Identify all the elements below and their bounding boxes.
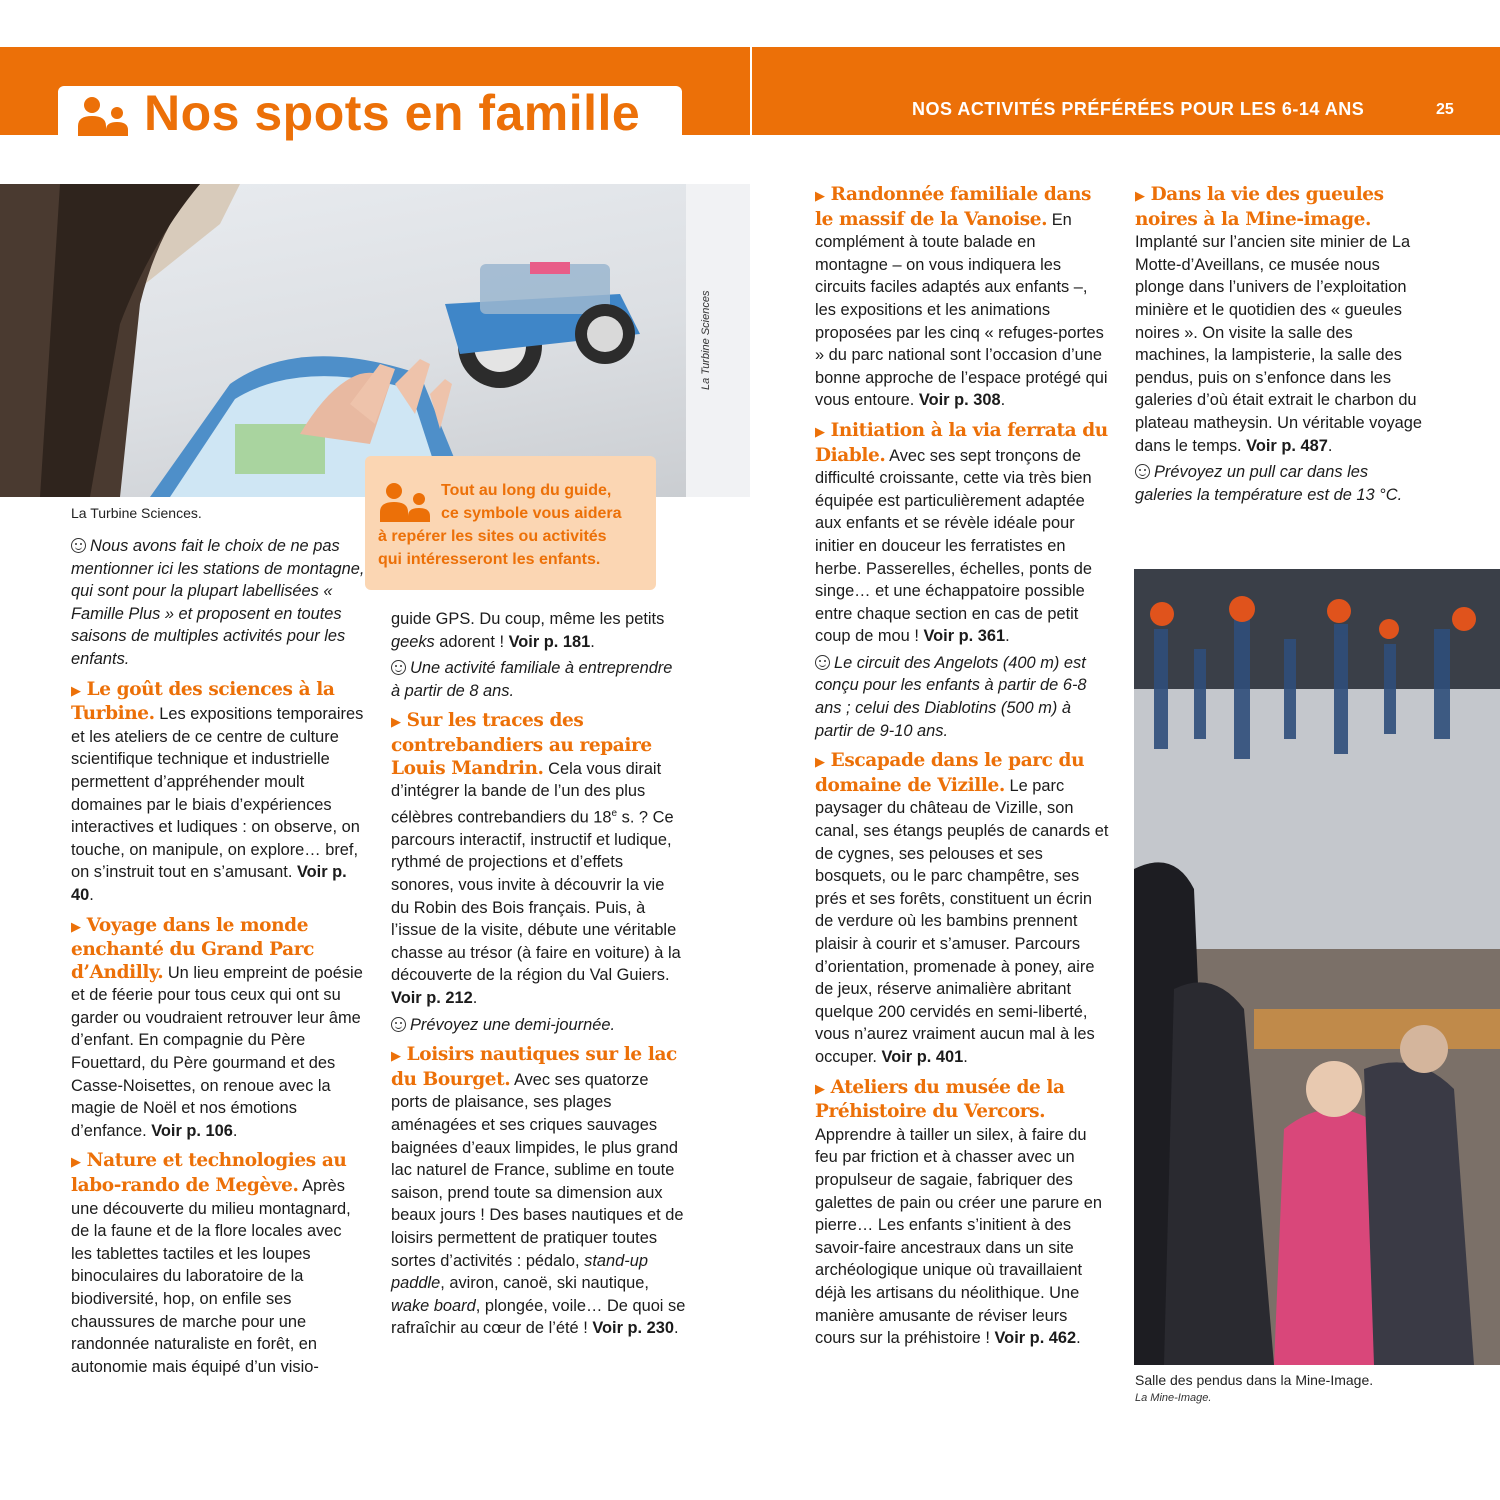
section-via-ferrata: ▶ Initiation à la via ferrata du Diable. Avec ses sept tronçons de difficulté croissante, cette via très bien équipée est particulièrement adaptée aux enfants et se révèle idéale pour initier en douceur les ferratistes en herbe. Passerelles, échelles, ponts de singe… et une échappatoire possible entre chaque section en cas de petit coup de mou ! Voir p. 361. — [815, 419, 1108, 646]
section-vizille: ▶ Escapade dans le parc du domaine de Vizille. Le parc paysager du château de Vizille, son canal, ses étangs peuplés de canards et de cygnes, ses pelouses et ses bosquets, ou le parc champêtre, ses prés et ses forêts, constituent un écrin de verdure où les bambins prennent plaisir à courir et s’amuser. Parcours d’orientation, promenade à poney, aire de jeux, réserve animalière abritant quelque 200 cervidés en semi-liberté, vous n’aurez vraiment aucun mal à les occuper. Voir p. 401. — [815, 750, 1109, 1066]
triangle-bullet-icon: ▶ — [71, 919, 81, 935]
page-reference: Voir p. 401 — [881, 1047, 964, 1066]
section-turbine: ▶ Le goût des sciences à la Turbine. Les expositions temporaires et les ateliers de ce centre de culture scientifique technique et industrielle permettent d’appréhender moult domaines par le biais d’expériences interactives et ludiques : on observe, on touche, on manipule, on explore… bref, on s’instruit tout en s’amusant. Voir p. 40. — [71, 678, 364, 904]
triangle-bullet-icon: ▶ — [815, 1081, 825, 1097]
page-number: 25 — [1436, 101, 1454, 118]
tip-note: Prévoyez une demi-journée. — [391, 1014, 686, 1037]
page-reference: Voir p. 230 — [592, 1319, 675, 1338]
family-icon — [78, 96, 132, 136]
column-2 — [391, 608, 686, 1348]
section-bourget: ▶ Loisirs nautiques sur le lac du Bourget. Avec ses quatorze ports de plaisance, ses plages aménagées et ses criques sauvages baignées d’eaux limpides, le plus grand lac naturel de France, sublime en toute saison, prend toute sa dimension aux beaux jours ! Des bases nautiques et de loisirs permettent de pratiquer toutes sortes d’activités : pédalo, stand-up paddle, aviron, canoë, ski nautique, wake board, plongée, voile… De quoi se rafraîchir au cœur de l’été ! Voir p. 230. — [391, 1044, 686, 1338]
callout-line: ce symbole vous aidera — [441, 505, 622, 522]
page-title: Nos spots en famille — [144, 85, 641, 141]
column-3 — [815, 184, 1111, 1358]
running-head: NOS ACTIVITÉS PRÉFÉRÉES POUR LES 6-14 ANS — [912, 99, 1365, 119]
page-reference: Voir p. 361 — [923, 627, 1006, 646]
triangle-bullet-icon: ▶ — [71, 1155, 81, 1171]
section-andilly: ▶ Voyage dans le monde enchanté du Grand Parc d’Andilly. Un lieu empreint de poésie et de féerie pour tous ceux qui ont su garder ou voudraient retrouver leur âme d’enfant. En compagnie du Père Fouettard, du Père gourmand et des Casse-Noisettes, on renoue avec la magie de Noël et nos émotions d’enfance. Voir p. 106. — [71, 914, 363, 1140]
section-mine-image: ▶ Dans la vie des gueules noires à la Mine-image. Implanté sur l’ancien site minier de La Motte-d’Aveillans, ce musée nous plonge dans l’univers de l’exploitation minière et le quotidien des « gueules noires ». On visite la salle des machines, la lampisterie, la salle des pendus, puis on s’enfonce dans les galeries d’où était extrait le charbon du plateau matheysin. Un véritable voyage dans le temps. Voir p. 487. — [1135, 184, 1423, 455]
smiley-tip-icon — [391, 660, 406, 675]
mine-hall-illustration — [1134, 569, 1500, 1365]
triangle-bullet-icon: ▶ — [391, 715, 401, 731]
triangle-bullet-icon: ▶ — [1135, 189, 1145, 204]
page-reference: Voir p. 106 — [151, 1121, 233, 1140]
triangle-bullet-icon: ▶ — [815, 424, 825, 440]
callout-line: qui intéresseront les enfants. — [378, 551, 601, 568]
smiley-tip-icon — [391, 1017, 406, 1032]
callout-line: à repérer les sites ou activités — [378, 528, 607, 545]
section-vercors: ▶ Ateliers du musée de la Préhistoire du Vercors. Apprendre à tailler un silex, à faire du feu par friction et à chasser avec un propulseur de sagaie, fabriquer des galettes de pain ou créer une parure en pierre… Les enfants s’initient à des savoir-faire ancestraux dans un site archéologique unique où travaillaient déjà les artisans du néolithique. Une manière amusante de réviser leurs cours sur la préhistoire ! Voir p. 462. — [815, 1076, 1103, 1348]
section-vanoise: ▶ Randonnée familiale dans le massif de la Vanoise. En complément à toute balade en montagne – on vous indiquera les circuits faciles adaptés aux enfants –, les expositions et les animations proposées par les cinq « refuges-portes » du parc national sont l’occasion d’une bonne approche de l’espace protégé qui vous entoure. Voir p. 308. — [815, 184, 1108, 410]
triangle-bullet-icon: ▶ — [815, 189, 825, 204]
page-reference: Voir p. 308 — [918, 391, 1001, 410]
symbol-callout-text — [378, 479, 648, 571]
tip-note: Une activité familiale à entreprendre à partir de 8 ans. — [391, 659, 673, 700]
photo2-credit: La Mine-Image. — [1135, 1392, 1212, 1404]
tip-note: Le circuit des Angelots (400 m) est conçu pour les enfants à partir de 6-8 ans ; celui des Diablotins (500 m) à partir de 9-10 ans. — [815, 653, 1087, 740]
callout-line: Tout au long du guide, — [441, 482, 612, 499]
page-reference: Voir p. 40 — [71, 863, 347, 904]
page-reference: Voir p. 487 — [1246, 436, 1328, 455]
triangle-bullet-icon: ▶ — [71, 683, 81, 699]
column-1 — [71, 535, 366, 1386]
page-reference: Voir p. 462 — [994, 1329, 1077, 1348]
page-reference: Voir p. 181 — [508, 632, 591, 651]
photo-turbine-sciences — [0, 184, 750, 497]
photo1-credit: La Turbine Sciences — [700, 290, 712, 390]
photo2-caption: Salle des pendus dans la Mine-Image. — [1135, 1372, 1374, 1388]
section-mandrin: ▶ Sur les traces des contrebandiers au repaire Louis Mandrin. Cela vous dirait d’intégrer la bande de l’un des plus célèbres contrebandiers du 18e s. ? Ce parcours interactif, instructif et ludique, rythmé de projections et d’effets sonores, vous invite à découvrir la vie du Robin des Bois français. Puis, à l’issue de la visite, débute une véritable chasse au trésor (à faire en voiture) à la découverte de la région du Val Guiers. Voir p. 212. — [391, 710, 681, 1007]
column-4 — [1135, 184, 1430, 514]
header-band-right — [752, 47, 1500, 135]
tip-note: Nous avons fait le choix de ne pas mentionner ici les stations de montagne, qui sont pour la plupart labellisées « Famille Plus » et proposent en toutes saisons de multiples activités pour les enfants. — [71, 537, 365, 668]
triangle-bullet-icon: ▶ — [815, 755, 825, 771]
photo1-caption: La Turbine Sciences. — [71, 505, 202, 521]
section-megeve-continued: guide GPS. Du coup, même les petits geeks adorent ! Voir p. 181. — [391, 610, 665, 651]
robot-tablet-illustration — [0, 184, 750, 497]
smiley-tip-icon — [815, 655, 830, 670]
tip-note: Prévoyez un pull car dans les galeries la température est de 13 °C. — [1135, 463, 1403, 504]
photo-salle-des-pendus — [1134, 569, 1500, 1365]
triangle-bullet-icon: ▶ — [391, 1049, 401, 1065]
section-megeve: ▶ Nature et technologies au labo-rando de Megève. Après une découverte du milieu montagnard, de la faune et de la flore locales avec les tablettes tactiles et les loupes binoculaires du laboratoire de la biodiversité, hop, on enfile ses chaussures de marche pour une randonnée naturaliste en forêt, en autonomie mais équipé d’un visio- — [71, 1150, 351, 1376]
page-reference: Voir p. 212 — [391, 988, 473, 1007]
smiley-tip-icon — [1135, 464, 1150, 479]
smiley-tip-icon — [71, 538, 86, 553]
